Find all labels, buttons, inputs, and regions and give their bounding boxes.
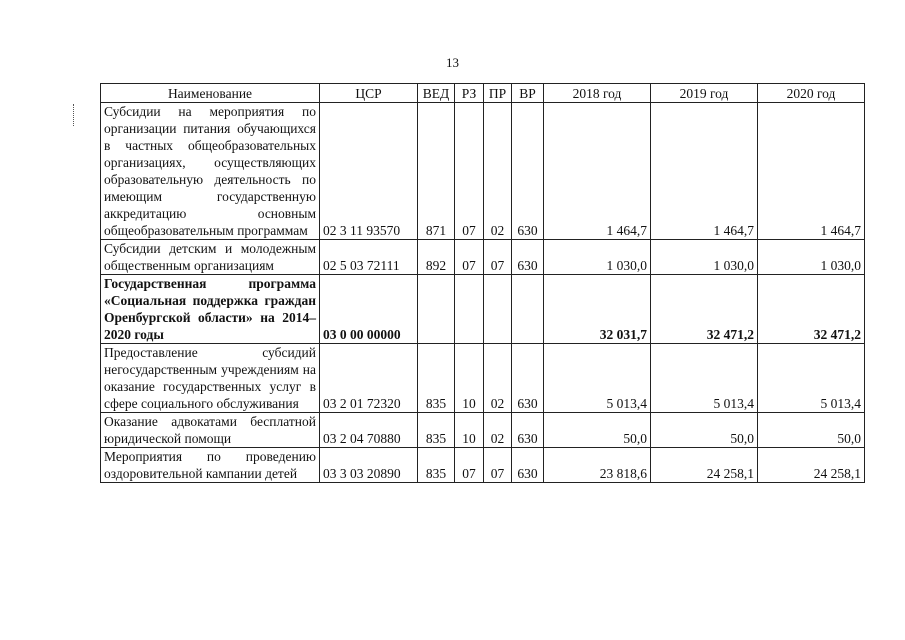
row-csr: 02 3 11 93570 <box>320 103 418 240</box>
row-2020: 50,0 <box>758 413 865 448</box>
table-row <box>101 413 865 448</box>
table-row <box>101 103 865 240</box>
row-name: Оказание адвокатами бесплатной юридической помощи <box>101 413 320 448</box>
row-vr <box>512 275 544 344</box>
row-name: Мероприятия по проведению оздоровительной кампании детей <box>101 448 320 483</box>
row-name: Субсидии детским и молодежным общественным организациям <box>101 240 320 275</box>
row-2019: 50,0 <box>651 413 758 448</box>
row-2020: 32 471,2 <box>758 275 865 344</box>
row-ved: 835 <box>418 448 455 483</box>
row-vr: 630 <box>512 240 544 275</box>
table-row <box>101 448 865 483</box>
row-pr: 02 <box>484 413 512 448</box>
row-ved: 892 <box>418 240 455 275</box>
header-ved: ВЕД <box>418 84 455 103</box>
row-2018: 32 031,7 <box>544 275 651 344</box>
row-vr: 630 <box>512 413 544 448</box>
row-ved: 871 <box>418 103 455 240</box>
header-2019: 2019 год <box>651 84 758 103</box>
row-rz: 07 <box>455 240 484 275</box>
row-pr: 07 <box>484 240 512 275</box>
row-csr: 03 3 03 20890 <box>320 448 418 483</box>
row-pr: 02 <box>484 344 512 413</box>
row-name: Предоставление субсидий негосударственным учреждениям на оказание государственных услуг в сфере социального обслуживания <box>101 344 320 413</box>
row-rz: 07 <box>455 103 484 240</box>
row-csr: 02 5 03 72111 <box>320 240 418 275</box>
row-2018: 5 013,4 <box>544 344 651 413</box>
row-name: Субсидии на мероприятия по организации питания обучающихся в частных общеобразовательных организациях, осуществляющих образовательную деятельность по имеющим государственную аккредитацию основным общеобразовательным программам <box>101 103 320 240</box>
header-name: Наименование <box>101 84 320 103</box>
row-pr <box>484 275 512 344</box>
row-2019: 1 464,7 <box>651 103 758 240</box>
header-2018: 2018 год <box>544 84 651 103</box>
header-csr: ЦСР <box>320 84 418 103</box>
header-rz: РЗ <box>455 84 484 103</box>
row-pr: 02 <box>484 103 512 240</box>
row-2018: 23 818,6 <box>544 448 651 483</box>
row-csr: 03 2 04 70880 <box>320 413 418 448</box>
row-2019: 1 030,0 <box>651 240 758 275</box>
header-2020: 2020 год <box>758 84 865 103</box>
row-2019: 32 471,2 <box>651 275 758 344</box>
table-row <box>101 344 865 413</box>
table-row-program <box>101 275 865 344</box>
row-pr: 07 <box>484 448 512 483</box>
row-ved <box>418 275 455 344</box>
header-vr: ВР <box>512 84 544 103</box>
row-vr: 630 <box>512 344 544 413</box>
row-rz <box>455 275 484 344</box>
margin-marks <box>73 104 78 126</box>
row-ved: 835 <box>418 413 455 448</box>
header-row <box>101 84 865 103</box>
row-ved: 835 <box>418 344 455 413</box>
row-vr: 630 <box>512 448 544 483</box>
row-2019: 5 013,4 <box>651 344 758 413</box>
row-2020: 5 013,4 <box>758 344 865 413</box>
header-pr: ПР <box>484 84 512 103</box>
row-rz: 07 <box>455 448 484 483</box>
row-2018: 1 464,7 <box>544 103 651 240</box>
budget-table <box>100 83 865 483</box>
row-2020: 24 258,1 <box>758 448 865 483</box>
page-number: 13 <box>446 55 459 70</box>
row-csr: 03 2 01 72320 <box>320 344 418 413</box>
row-2020: 1 464,7 <box>758 103 865 240</box>
table-row <box>101 240 865 275</box>
row-2018: 50,0 <box>544 413 651 448</box>
row-rz: 10 <box>455 413 484 448</box>
row-2018: 1 030,0 <box>544 240 651 275</box>
row-rz: 10 <box>455 344 484 413</box>
row-name: Государственная программа «Социальная поддержка граждан Оренбургской области» на 2014–2020 годы <box>101 275 320 344</box>
row-2020: 1 030,0 <box>758 240 865 275</box>
row-vr: 630 <box>512 103 544 240</box>
row-csr: 03 0 00 00000 <box>320 275 418 344</box>
row-2019: 24 258,1 <box>651 448 758 483</box>
